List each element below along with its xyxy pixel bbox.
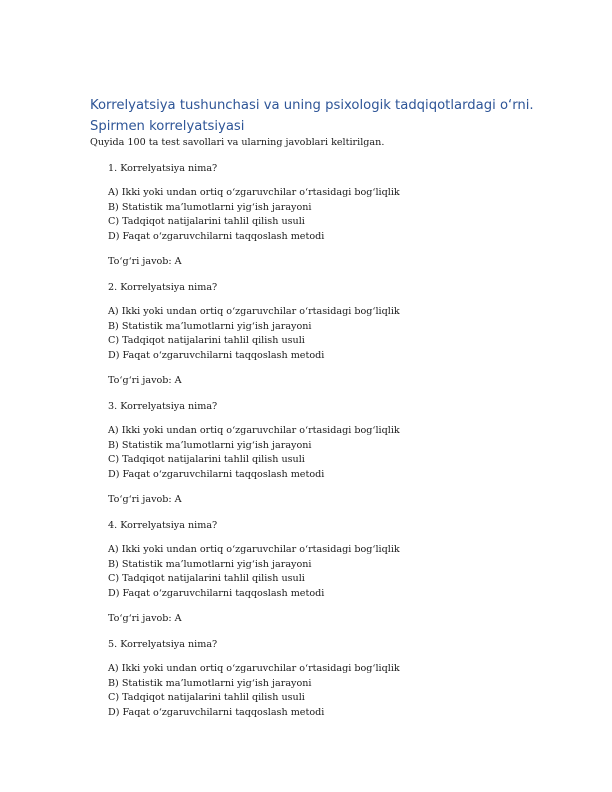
option-d: D) Faqat o‘zgaruvchilarni taqqoslash metodi [108, 468, 325, 480]
option-a: A) Ikki yoki undan ortiq o‘zgaruvchilar o‘rtasidagi bog‘liqlik [108, 663, 400, 674]
option-d: D) Faqat o‘zgaruvchilarni taqqoslash metodi [108, 230, 325, 242]
question-block [108, 281, 568, 400]
option-c: C) Tadqiqot natijalarini tahlil qilish usuli [108, 692, 305, 704]
correct-answer: To‘g‘ri javob: A [108, 375, 182, 387]
option-d: D) Faqat o‘zgaruvchilarni taqqoslash metodi [108, 706, 325, 718]
question-title: 1. Korrelyatsiya nima? [108, 163, 218, 174]
option-a: A) Ikki yoki undan ortiq o‘zgaruvchilar o‘rtasidagi bog‘liqlik [108, 425, 400, 436]
option-c: C) Tadqiqot natijalarini tahlil qilish usuli [108, 454, 305, 466]
question-block [108, 519, 568, 638]
question-block [108, 638, 568, 757]
option-b: B) Statistik ma’lumotlarni yig‘ish jarayoni [108, 677, 312, 689]
option-a: A) Ikki yoki undan ortiq o‘zgaruvchilar o‘rtasidagi bog‘liqlik [108, 544, 400, 555]
option-c: C) Tadqiqot natijalarini tahlil qilish usuli [108, 335, 305, 347]
option-a: A) Ikki yoki undan ortiq o‘zgaruvchilar o‘rtasidagi bog‘liqlik [108, 306, 400, 317]
option-b: B) Statistik ma’lumotlarni yig‘ish jarayoni [108, 201, 312, 213]
option-b: B) Statistik ma’lumotlarni yig‘ish jarayoni [108, 439, 312, 451]
document-heading: Korrelyatsiya tushunchasi va uning psixologik tadqiqotlardagi o‘rni. Spirmen korrelyatsiyasi [90, 98, 534, 134]
question-list [108, 162, 568, 757]
question-title: 2. Korrelyatsiya nima? [108, 282, 218, 293]
option-d: D) Faqat o‘zgaruvchilarni taqqoslash metodi [108, 587, 325, 599]
option-d: D) Faqat o‘zgaruvchilarni taqqoslash metodi [108, 349, 325, 361]
option-c: C) Tadqiqot natijalarini tahlil qilish usuli [108, 216, 305, 228]
correct-answer: To‘g‘ri javob: A [108, 256, 182, 268]
option-c: C) Tadqiqot natijalarini tahlil qilish usuli [108, 573, 305, 585]
question-title: 5. Korrelyatsiya nima? [108, 639, 218, 650]
question-block [108, 400, 568, 519]
option-a: A) Ikki yoki undan ortiq o‘zgaruvchilar o‘rtasidagi bog‘liqlik [108, 187, 400, 198]
option-b: B) Statistik ma’lumotlarni yig‘ish jarayoni [108, 320, 312, 332]
question-block [108, 162, 568, 281]
correct-answer: To‘g‘ri javob: A [108, 613, 182, 625]
intro-text: Quyida 100 ta test savollari va ularning javoblari keltirilgan. [90, 137, 385, 148]
correct-answer: To‘g‘ri javob: A [108, 494, 182, 506]
option-b: B) Statistik ma’lumotlarni yig‘ish jarayoni [108, 558, 312, 570]
question-title: 4. Korrelyatsiya nima? [108, 520, 218, 531]
question-title: 3. Korrelyatsiya nima? [108, 401, 218, 412]
